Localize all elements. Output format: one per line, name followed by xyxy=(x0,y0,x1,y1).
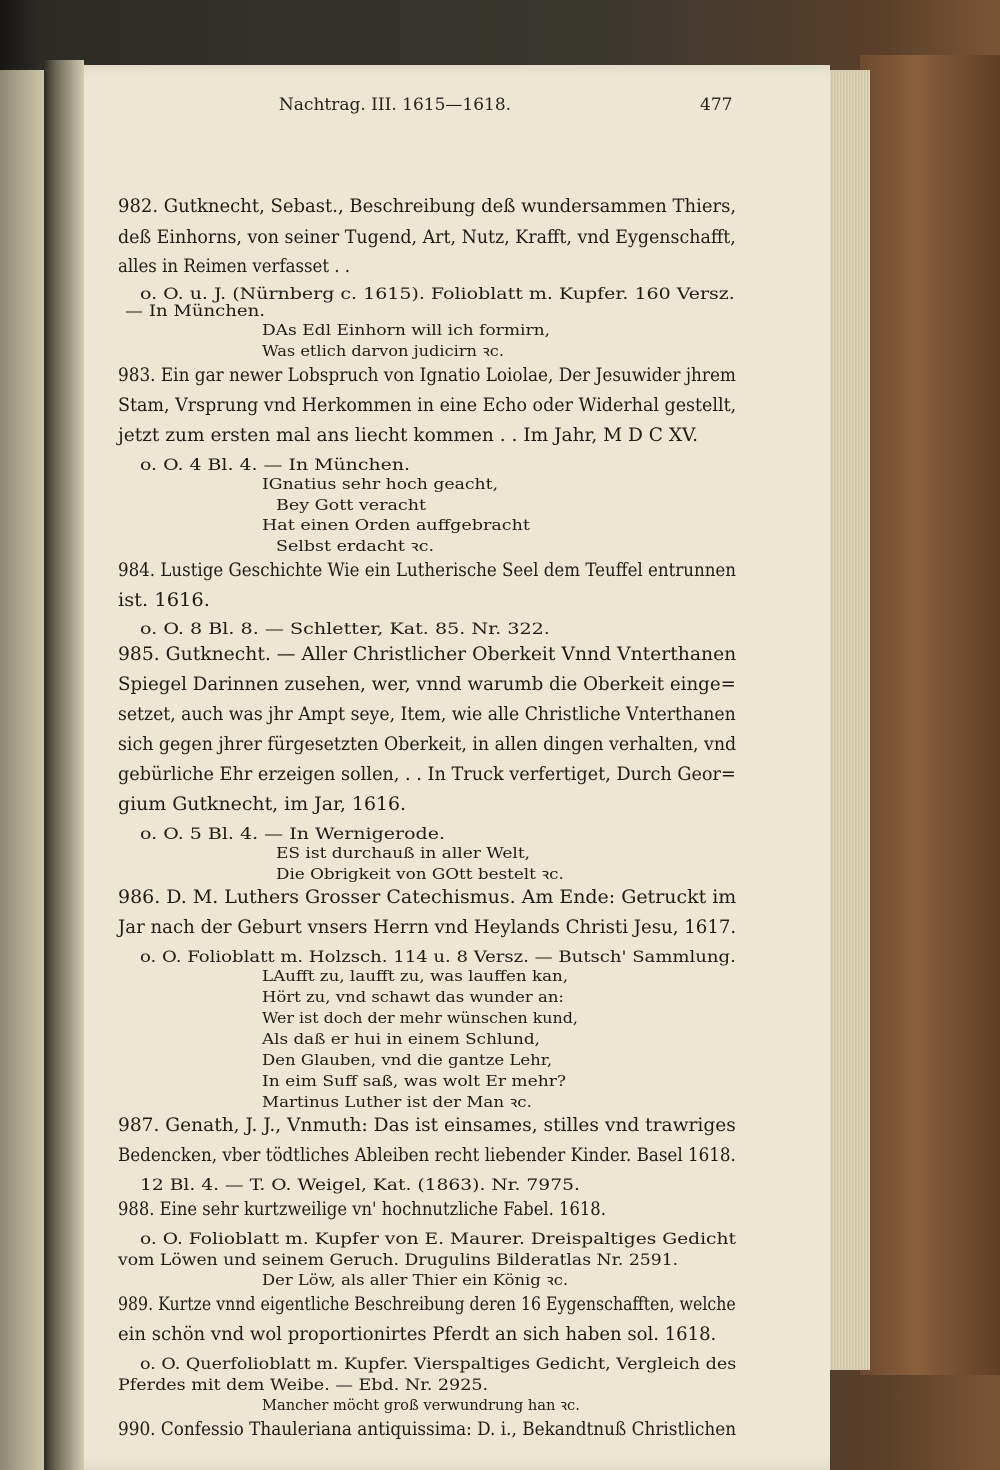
text-line: Jar nach der Geburt vnsers Herrn vnd Heylands Christi Jesu, 1617. xyxy=(118,917,737,938)
text-line: Den Glauben, vnd die gantze Lehr, xyxy=(262,1051,553,1069)
text-line: gebürliche Ehr erzeigen sollen, . . In Truck verfertiget, Durch Geor= xyxy=(118,764,736,785)
text-line: 987. Genath, J. J., Vnmuth: Das ist einsames, stilles vnd trawriges xyxy=(118,1115,736,1136)
text-line: Bey Gott veracht xyxy=(276,496,427,514)
text-line: vom Löwen und seinem Geruch. Drugulins Bilderatlas Nr. 2591. xyxy=(118,1251,679,1269)
text-line: Martinus Luther ist der Man ꝛc. xyxy=(262,1093,532,1111)
text-line: Hat einen Orden auffgebracht xyxy=(262,516,530,534)
text-line: o. O. u. J. (Nürnberg c. 1615). Folioblatt m. Kupfer. 160 Versz. xyxy=(140,285,735,303)
text-line: Was etlich darvon judicirn ꝛc. xyxy=(262,342,505,360)
text-line: Pferdes mit dem Weibe. — Ebd. Nr. 2925. xyxy=(118,1376,489,1394)
text-line: o. O. 5 Bl. 4. — In Wernigerode. xyxy=(140,825,446,843)
text-line: — In München. xyxy=(125,302,265,320)
text-line: Die Obrigkeit von GOtt bestelt ꝛc. xyxy=(276,865,564,883)
text-line: IGnatius sehr hoch geacht, xyxy=(262,475,499,493)
text-line: gium Gutknecht, im Jar, 1616. xyxy=(118,794,407,815)
text-line: o. O. 8 Bl. 8. — Schletter, Kat. 85. Nr. 322. xyxy=(140,620,550,638)
text-line: o. O. Querfolioblatt m. Kupfer. Vierspaltiges Gedicht, Vergleich des xyxy=(140,1355,737,1373)
text-line: deß Einhorns, von seiner Tugend, Art, Nutz, Krafft, vnd Eygenschafft, xyxy=(118,227,736,248)
text-line: 985. Gutknecht. — Aller Christlicher Oberkeit Vnnd Vnterthanen xyxy=(118,644,737,665)
text-line: Der Löw, als aller Thier ein König ꝛc. xyxy=(262,1271,569,1289)
text-line: Selbst erdacht ꝛc. xyxy=(276,537,435,555)
book-cover-edge xyxy=(860,55,1000,1375)
page-number: 477 xyxy=(700,95,733,115)
text-line: 12 Bl. 4. — T. O. Weigel, Kat. (1863). Nr. 7975. xyxy=(140,1176,580,1194)
text-line: 989. Kurtze vnnd eigentliche Beschreibung deren 16 Eygenschafften, welche xyxy=(118,1294,736,1315)
text-line: 983. Ein gar newer Lobspruch von Ignatio Loiolae, Der Jesuwider jhrem xyxy=(118,365,736,386)
text-line: 984. Lustige Geschichte Wie ein Lutherische Seel dem Teuffel entrunnen xyxy=(118,560,737,581)
text-line: LAufft zu, laufft zu, was lauffen kan, xyxy=(262,967,569,985)
text-line: ein schön vnd wol proportionirtes Pferdt an sich haben sol. 1618. xyxy=(118,1324,717,1345)
text-line: Hört zu, vnd schawt das wunder an: xyxy=(262,988,564,1006)
text-line: sich gegen jhrer fürgesetzten Oberkeit, in allen dingen verhalten, vnd xyxy=(118,734,737,755)
text-line: setzet, auch was jhr Ampt seye, Item, wie alle Christliche Vnterthanen xyxy=(118,704,736,725)
text-line: o. O. Folioblatt m. Kupfer von E. Maurer. Dreispaltiges Gedicht xyxy=(140,1230,737,1248)
text-line: Mancher möcht groß verwundrung han ꝛc. xyxy=(262,1396,580,1414)
text-line: ist. 1616. xyxy=(118,590,210,611)
text-line: jetzt zum ersten mal ans liecht kommen . . Im Jahr, M D C XV. xyxy=(118,425,699,446)
text-line: o. O. Folioblatt m. Holzsch. 114 u. 8 Versz. — Butsch' Sammlung. xyxy=(140,948,736,966)
text-line: Bedencken, vber tödtliches Ableiben recht liebender Kinder. Basel 1618. xyxy=(118,1145,736,1166)
text-line: ES ist durchauß in aller Welt, xyxy=(276,844,531,862)
text-line: Als daß er hui in einem Schlund, xyxy=(262,1030,540,1048)
running-header: Nachtrag. III. 1615—1618. xyxy=(278,95,512,115)
text-line: Stam, Vrsprung vnd Herkommen in eine Echo oder Widerhal gestellt, xyxy=(118,395,737,416)
text-line: Wer ist doch der mehr wünschen kund, xyxy=(262,1009,578,1027)
text-line: Spiegel Darinnen zusehen, wer, vnnd warumb die Oberkeit einge= xyxy=(118,674,736,695)
text-line: 982. Gutknecht, Sebast., Beschreibung deß wundersammen Thiers, xyxy=(118,196,737,217)
text-line: 988. Eine sehr kurtzweilige vn' hochnutzliche Fabel. 1618. xyxy=(118,1199,606,1220)
text-line: alles in Reimen verfasset . . xyxy=(118,256,351,277)
text-line: 990. Confessio Thauleriana antiquissima: D. i., Bekandtnuß Christlichen xyxy=(118,1419,737,1440)
text-line: 986. D. M. Luthers Grosser Catechismus. Am Ende: Getruckt im xyxy=(118,887,737,908)
text-line: In eim Suff saß, was wolt Er mehr? xyxy=(262,1072,567,1090)
book-gutter xyxy=(44,60,84,1470)
text-line: o. O. 4 Bl. 4. — In München. xyxy=(140,456,411,474)
text-line: DAs Edl Einhorn will ich formirn, xyxy=(262,321,551,339)
